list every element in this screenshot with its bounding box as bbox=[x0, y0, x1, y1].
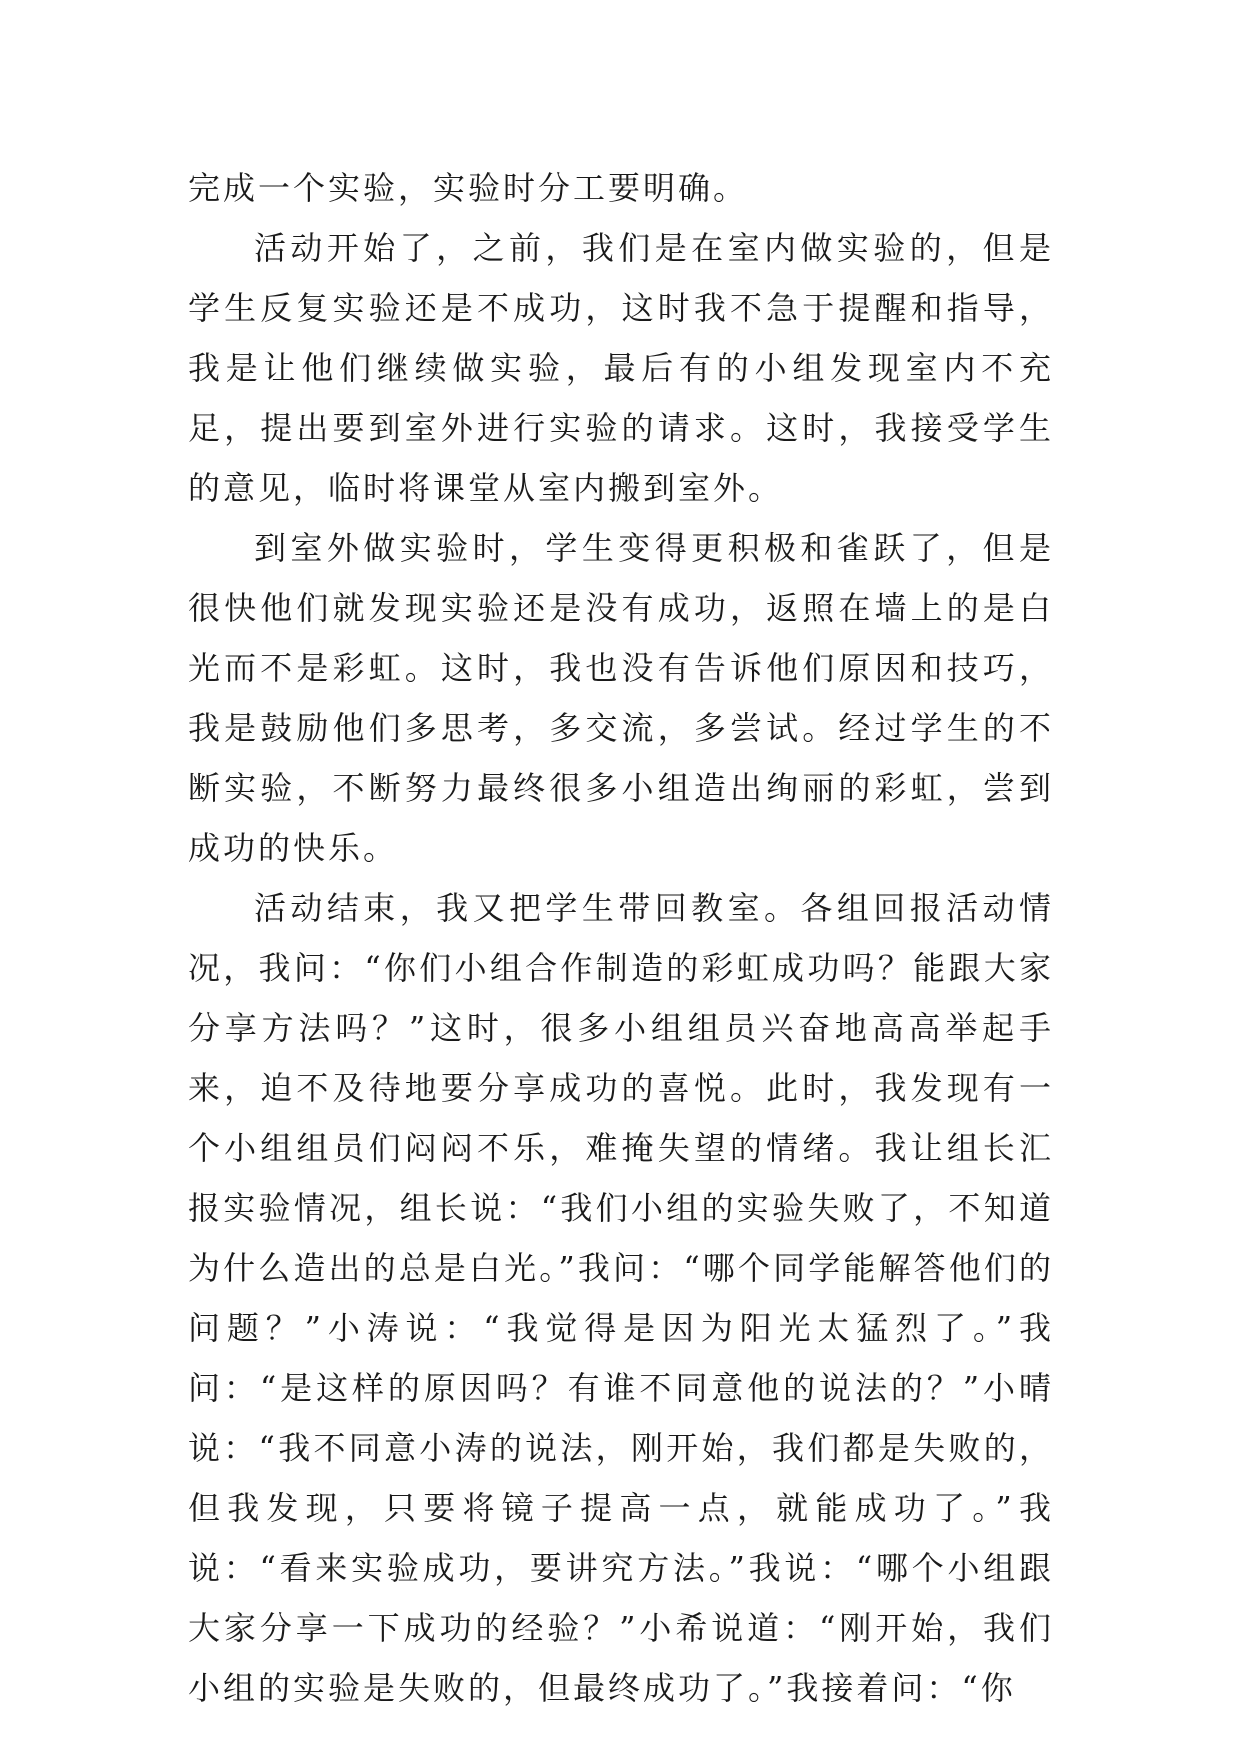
paragraph-activity-start: 活动开始了，之前，我们是在室内做实验的，但是学生反复实验还是不成功，这时我不急于提醒和指导，我是让他们继续做实验，最后有的小组发现室内不充足，提出要到室外进行实验的请求。这时，我接受学生的意见，临时将课堂从室内搬到室外。 bbox=[188, 229, 1054, 507]
paragraph-activity-end: 活动结束，我又把学生带回教室。各组回报活动情况，我问：“你们小组合作制造的彩虹成功吗？能跟大家分享方法吗？”这时，很多小组组员兴奋地高高举起手来，迫不及待地要分享成功的喜悦。此时，我发现有一个小组组员们闷闷不乐，难掩失望的情绪。我让组长汇报实验情况，组长说：“我们小组的实验失败了，不知道为什么造出的总是白光。”我问：“哪个同学能解答他们的问题？”小涛说：“我觉得是因为阳光太猛烈了。”我问：“是这样的原因吗？有谁不同意他的说法的？”小晴说：“我不同意小涛的说法，刚开始，我们都是失败的，但我发现，只要将镜子提高一点，就能成功了。”我说：“看来实验成功，要讲究方法。”我说：“哪个小组跟大家分享一下成功的经验？”小希说道：“刚开始，我们小组的实验是失败的，但最终成功了。”我接着问：“你 bbox=[188, 889, 1054, 1707]
paragraph-outdoor-experiment: 到室外做实验时，学生变得更积极和雀跃了，但是很快他们就发现实验还是没有成功，返照在墙上的是白光而不是彩虹。这时，我也没有告诉他们原因和技巧，我是鼓励他们多思考，多交流，多尝试。经过学生的不断实验，不断努力最终很多小组造出绚丽的彩虹，尝到成功的快乐。 bbox=[188, 529, 1054, 867]
document-body bbox=[188, 158, 1054, 1718]
paragraph-continuation: 完成一个实验，实验时分工要明确。 bbox=[188, 169, 749, 207]
